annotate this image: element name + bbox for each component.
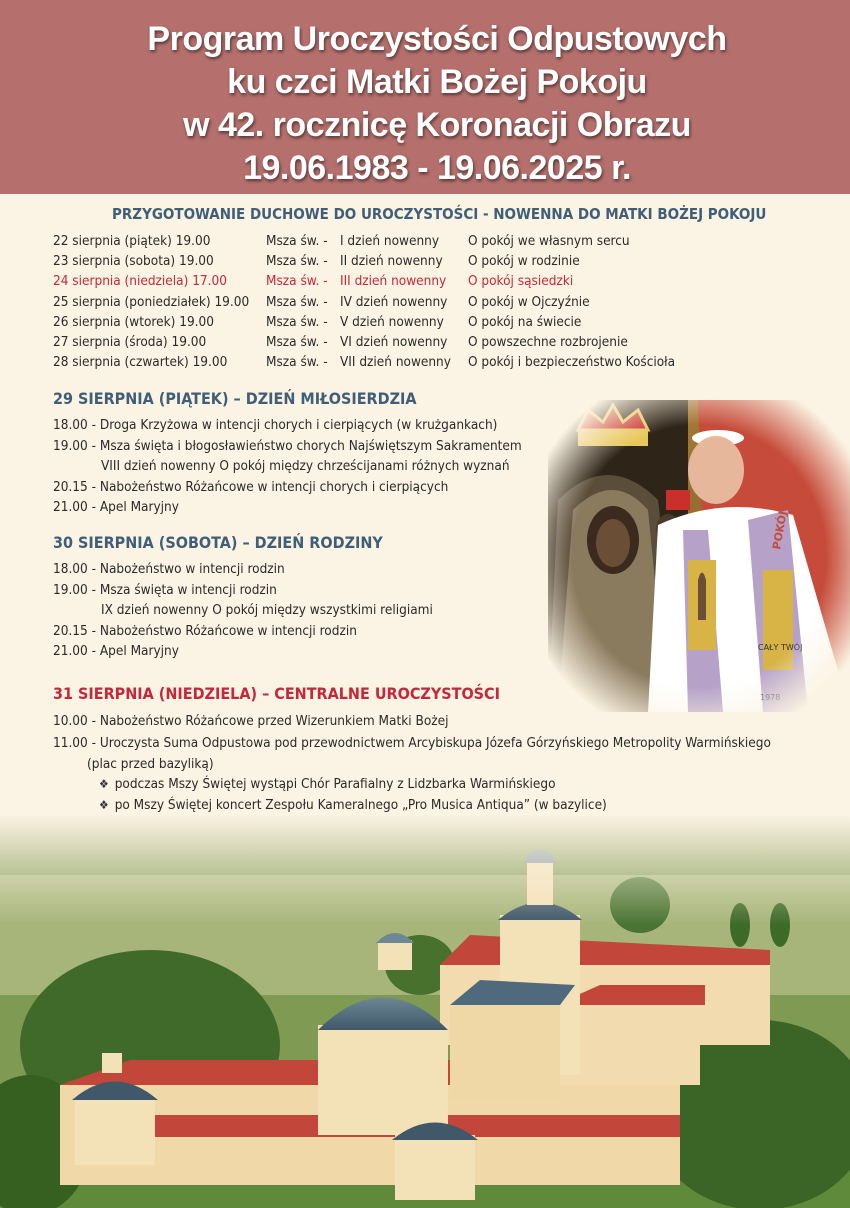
novena-date: 22 sierpnia (piątek) 19.00	[53, 233, 211, 249]
novena-intent: O pokój sąsiedzki	[468, 273, 574, 290]
schedule-item-sub: IX dzień nowenny O pokój między wszystkimi religiami	[101, 602, 433, 618]
basilica-aerial-photo	[0, 815, 850, 1208]
schedule-item: 11.00 - Uroczysta Suma Odpustowa pod przewodnictwem Arcybiskupa Józefa Górzyńskiego Metropolity Warmińskiego	[53, 735, 771, 751]
schedule-item: 19.00 - Msza święta i błogosławieństwo chorych Najświętszym Sakramentem	[53, 437, 522, 454]
novena-mass: Msza św. -	[266, 253, 328, 270]
header-line-3: w 42. rocznicę Koronacji Obrazu	[183, 106, 691, 144]
diamond-bullet-icon: ❖	[99, 777, 109, 791]
novena-intent: O pokój i bezpieczeństwo Kościoła	[468, 354, 676, 371]
novena-day: II dzień nowenny	[340, 253, 443, 270]
novena-intent: O pokój w rodzinie	[468, 253, 580, 270]
novena-intent: O pokój w Ojczyźnie	[468, 293, 590, 310]
day29-title: 29 SIERPNIA (PIĄTEK) – DZIEŃ MIŁOSIERDZIA	[53, 389, 417, 408]
novena-date: 28 sierpnia (czwartek) 19.00	[53, 354, 228, 371]
novena-mass: Msza św. -	[266, 354, 328, 371]
madonna-and-pope-photo	[548, 400, 850, 712]
bullet-item: ❖ po Mszy Świętej koncert Zespołu Kameralnego „Pro Musica Antiqua” (w bazylice)	[99, 796, 607, 813]
schedule-item: 19.00 - Msza święta w intencji rodzin	[53, 581, 277, 598]
header-line-2: ku czci Matki Bożej Pokoju	[227, 63, 647, 101]
novena-mass: Msza św. -	[266, 273, 328, 290]
schedule-item: 18.00 - Nabożeństwo w intencji rodzin	[53, 561, 285, 577]
novena-intent: O pokój na świecie	[468, 313, 582, 330]
header-line-1: Program Uroczystości Odpustowych	[147, 20, 727, 58]
novena-mass: Msza św. -	[266, 293, 328, 310]
schedule-item-sub: (plac przed bazyliką)	[87, 755, 214, 772]
novena-mass: Msza św. -	[266, 233, 328, 249]
header-line-4: 19.06.1983 - 19.06.2025 r.	[243, 149, 631, 187]
novena-date: 23 sierpnia (sobota) 19.00	[53, 253, 214, 270]
novena-day: I dzień nowenny	[340, 233, 440, 249]
day30-title: 30 SIERPNIA (SOBOTA) – DZIEŃ RODZINY	[53, 533, 383, 552]
novena-intent: O powszechne rozbrojenie	[468, 333, 628, 350]
diamond-bullet-icon: ❖	[99, 797, 109, 812]
schedule-item: 21.00 - Apel Maryjny	[53, 643, 179, 659]
novena-date: 24 sierpnia (niedziela) 17.00	[53, 273, 227, 290]
novena-date: 27 sierpnia (środa) 19.00	[53, 333, 207, 350]
novena-day: IV dzień nowenny	[340, 293, 448, 310]
novena-day: VI dzień nowenny	[340, 333, 448, 350]
novena-date: 26 sierpnia (wtorek) 19.00	[53, 313, 214, 330]
novena-day: V dzień nowenny	[340, 313, 444, 330]
novena-day: VII dzień nowenny	[340, 354, 451, 371]
novena-intent: O pokój we własnym sercu	[468, 233, 630, 249]
bullet-item: ❖ podczas Mszy Świętej wystąpi Chór Parafialny z Lidzbarka Warmińskiego	[99, 776, 556, 792]
schedule-item-sub: VIII dzień nowenny O pokój między chrześcijanami różnych wyznań	[101, 458, 510, 474]
header-banner	[0, 0, 850, 194]
day29-schedule	[53, 417, 522, 520]
schedule-item: 18.00 - Droga Krzyżowa w intencji chorych i cierpiących (w krużgankach)	[53, 417, 498, 433]
schedule-item: 21.00 - Apel Maryjny	[53, 499, 179, 515]
novena-day: III dzień nowenny	[340, 273, 447, 290]
schedule-item: 20.15 - Nabożeństwo Różańcowe w intencji chorych i cierpiących	[53, 478, 449, 495]
novena-mass: Msza św. -	[266, 313, 328, 330]
schedule-item: 10.00 - Nabożeństwo Różańcowe przed Wizerunkiem Matki Bożej	[53, 713, 449, 729]
day31-title: 31 SIERPNIA (NIEDZIELA) – CENTRALNE UROCZYSTOŚCI	[53, 684, 500, 703]
novena-title: PRZYGOTOWANIE DUCHOWE DO UROCZYSTOŚCI - NOWENNA DO MATKI BOŻEJ POKOJU	[112, 205, 767, 223]
novena-mass: Msza św. -	[266, 333, 328, 350]
day30-schedule	[53, 561, 433, 664]
schedule-item: 20.15 - Nabożeństwo Różańcowe w intencji rodzin	[53, 622, 357, 639]
novena-date: 25 sierpnia (poniedziałek) 19.00	[53, 293, 250, 310]
